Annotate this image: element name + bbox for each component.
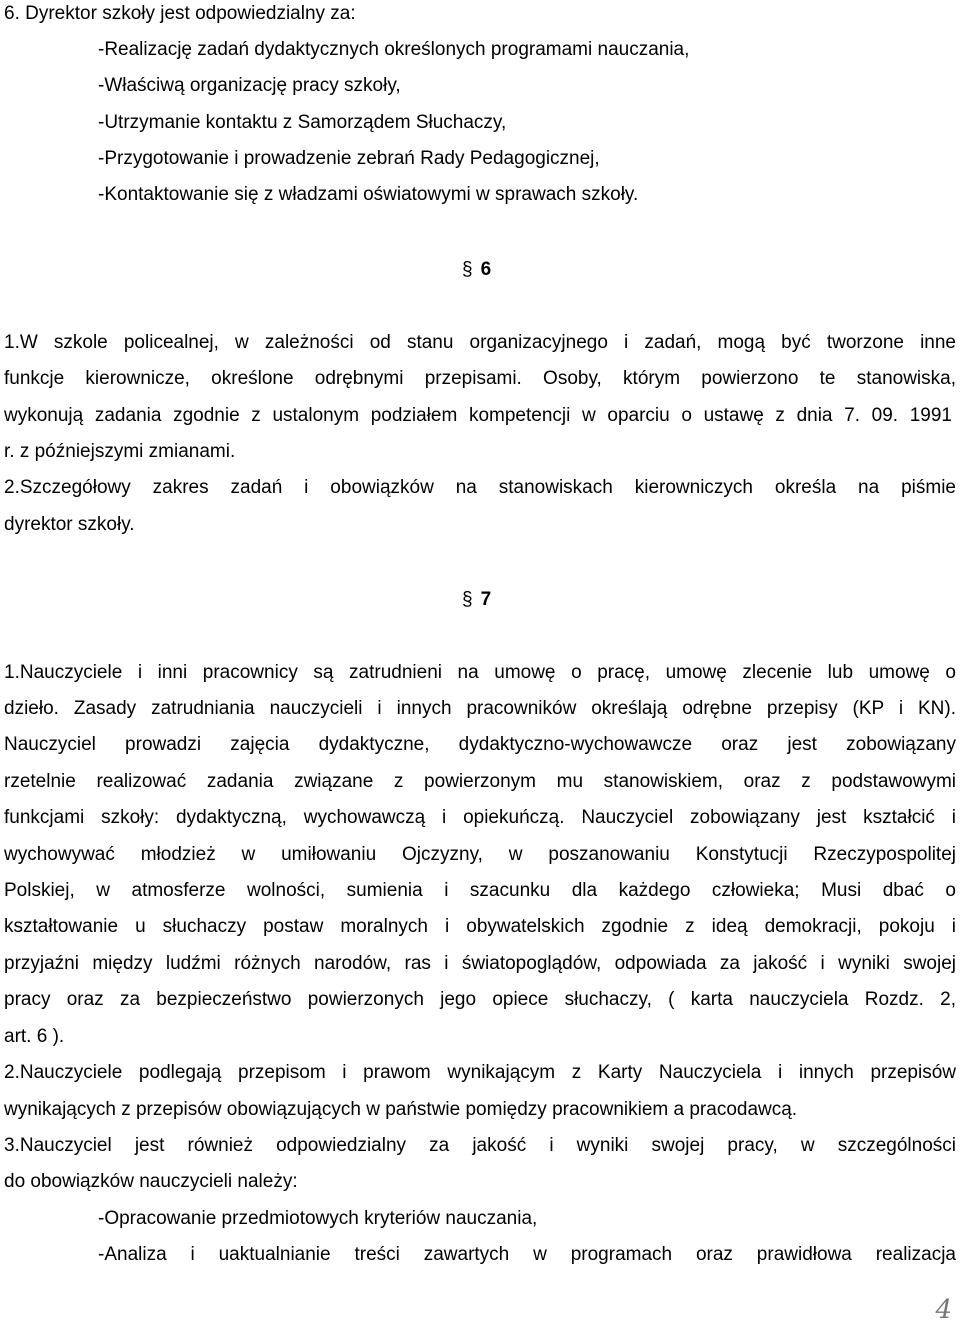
paragraph-line: wynikających z przepisów obowiązujących w państwie pomiędzy pracownikiem a pracodawcą. bbox=[4, 1099, 798, 1120]
paragraph-symbol: § bbox=[462, 259, 473, 280]
paragraph-line: Nauczyciel prowadzi zajęcia dydaktyczne, dydaktyczno-wychowawcze oraz jest zobowiązany bbox=[4, 734, 956, 755]
teacher-duty-item: -Opracowanie przedmiotowych kryteriów nauczania, bbox=[98, 1208, 538, 1229]
paragraph-line: rzetelnie realizować zadania związane z powierzonym mu stanowiskiem, oraz z podstawowymi bbox=[4, 771, 956, 792]
director-item: -Realizację zadań dydaktycznych określonych programami nauczania, bbox=[98, 39, 690, 60]
director-item: -Właściwą organizację pracy szkoły, bbox=[98, 75, 401, 96]
paragraph-line: 1.Nauczyciele i inni pracownicy są zatrudnieni na umowę o pracę, umowę zlecenie lub umowę o bbox=[4, 662, 956, 683]
section-number: 7 bbox=[480, 589, 492, 610]
paragraph-line: r. z późniejszymi zmianami. bbox=[4, 441, 236, 462]
section-number: 6 bbox=[480, 259, 492, 280]
page-number: 4 bbox=[935, 1295, 952, 1325]
paragraph-line: funkcje kierownicze, określone odrębnymi przepisami. Osoby, którym powierzono te stanowiska, bbox=[4, 368, 956, 389]
paragraph-line: 1.W szkole policealnej, w zależności od stanu organizacyjnego i zadań, mogą być tworzone inne bbox=[4, 332, 956, 353]
director-heading: 6. Dyrektor szkoły jest odpowiedzialny za: bbox=[4, 3, 356, 24]
paragraph-line: do obowiązków nauczycieli należy: bbox=[4, 1171, 298, 1192]
paragraph-line: 2.Nauczyciele podlegają przepisom i prawom wynikającym z Karty Nauczyciela i innych przepisów bbox=[4, 1062, 956, 1083]
paragraph-line: pracy oraz za bezpieczeństwo powierzonych jego opiece słuchaczy, ( karta nauczyciela Rozdz. 2, bbox=[4, 989, 956, 1010]
section-heading-7 bbox=[462, 588, 491, 612]
paragraph-line: przyjaźni między ludźmi różnych narodów, ras i światopoglądów, odpowiada za jakość i wyniki swojej bbox=[4, 953, 956, 974]
paragraph-line: dzieło. Zasady zatrudniania nauczycieli i innych pracowników określają odrębne przepisy (KP i KN). bbox=[4, 698, 956, 719]
paragraph-line: funkcjami szkoły: dydaktyczną, wychowawczą i opiekuńczą. Nauczyciel zobowiązany jest kształcić i bbox=[4, 807, 956, 828]
paragraph-line: kształtowanie u słuchaczy postaw moralnych i obywatelskich zgodnie z ideą demokracji, pokoju i bbox=[4, 916, 956, 937]
paragraph-line: 2.Szczegółowy zakres zadań i obowiązków na stanowiskach kierowniczych określa na piśmie bbox=[4, 477, 956, 498]
teacher-duty-item: -Analiza i uaktualnianie treści zawartych w programach oraz prawidłowa realizacja bbox=[98, 1244, 956, 1265]
paragraph-line: art. 6 ). bbox=[4, 1026, 65, 1047]
director-item: -Kontaktowanie się z władzami oświatowymi w sprawach szkoły. bbox=[98, 184, 639, 205]
director-item: -Przygotowanie i prowadzenie zebrań Rady Pedagogicznej, bbox=[98, 148, 600, 169]
paragraph-line: Polskiej, w atmosferze wolności, sumienia i szacunku dla każdego człowieka; Musi dbać o bbox=[4, 880, 956, 901]
paragraph-line: wykonują zadania zgodnie z ustalonym podziałem kompetencji w oparciu o ustawę z dnia 7. 09. 1991 bbox=[4, 405, 952, 426]
paragraph-symbol: § bbox=[462, 589, 473, 610]
paragraph-line: dyrektor szkoły. bbox=[4, 514, 135, 535]
section-heading-6 bbox=[462, 258, 491, 282]
paragraph-line: 3.Nauczyciel jest również odpowiedzialny za jakość i wyniki swojej pracy, w szczególności bbox=[4, 1135, 956, 1156]
director-item: -Utrzymanie kontaktu z Samorządem Słuchaczy, bbox=[98, 112, 507, 133]
paragraph-line: wychowywać młodzież w umiłowaniu Ojczyzny, w poszanowaniu Konstytucji Rzeczypospolitej bbox=[4, 844, 956, 865]
